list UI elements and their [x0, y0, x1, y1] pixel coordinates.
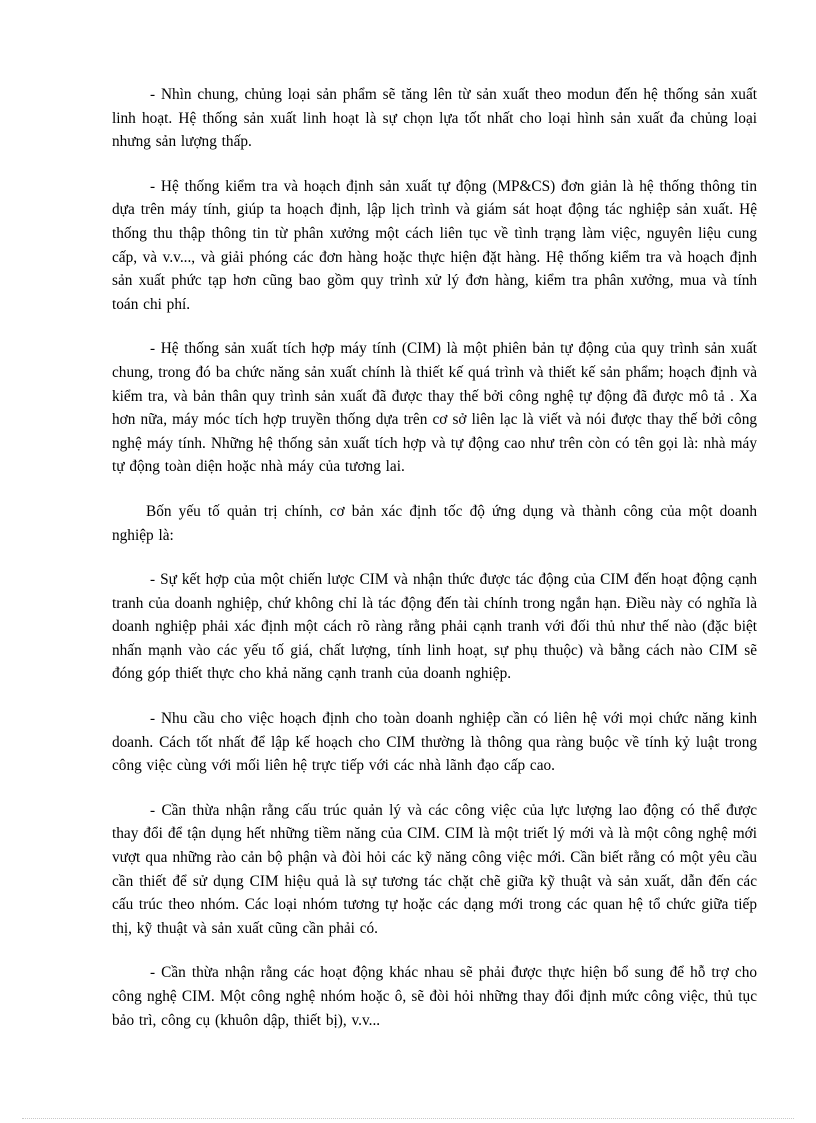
paragraph-management-structure: - Cần thừa nhận rằng cấu trúc quản lý và các công việc của lực lượng lao động có thể được thay đổi để tận dụng hết những tiềm năng của CIM. CIM là một triết lý mới và là một công nghệ mới vượt qua những rào cản bộ phận và đòi hỏi các kỹ năng công việc mới. Cần biết rằng có một yêu cầu cần thiết để sử dụng CIM hiệu quả là sự tương tác chặt chẽ giữa kỹ thuật và sản xuất, dẫn đến các cấu trúc theo nhóm. Các loại nhóm tương tự hoặc các dạng mới trong các quan hệ tổ chức giữa tiếp thị, kỹ thuật và sản xuất cũng cần phải có.: [112, 801, 757, 937]
document-page: [112, 83, 757, 1053]
paragraph-mpcs-system: - Hệ thống kiểm tra và hoạch định sản xuất tự động (MP&CS) đơn giản là hệ thống thông tin dựa trên máy tính, giúp ta hoạch định, lập lịch trình và giám sát hoạt động tác nghiệp sản xuất. Hệ thống thu thập thông tin từ phân xưởng một cách liên tục về tình trạng làm việc, nguyên liệu cung cấp, và v.v..., và giải phóng các đơn hàng hoặc thực hiện đặt hàng. Hệ thống kiểm tra và hoạch định sản xuất phức tạp hơn cũng bao gồm quy trình xử lý đơn hàng, kiểm tra phân xưởng, mua và tính toán chi phí.: [112, 177, 757, 313]
page-bottom-divider: [22, 1118, 794, 1119]
paragraph-four-factors-intro: Bốn yếu tố quản trị chính, cơ bản xác định tốc độ ứng dụng và thành công của một doanh nghiệp là:: [112, 502, 757, 544]
paragraph-supporting-activities: - Cần thừa nhận rằng các hoạt động khác nhau sẽ phải được thực hiện bổ sung để hỗ trợ cho công nghệ CIM. Một công nghệ nhóm hoặc ô, sẽ đòi hỏi những thay đổi định mức công việc, thủ tục bảo trì, công cụ (khuôn dập, thiết bị), v.v...: [112, 964, 757, 1029]
paragraph-enterprise-planning: - Nhu cầu cho việc hoạch định cho toàn doanh nghiệp cần có liên hệ với mọi chức năng kinh doanh. Cách tốt nhất để lập kế hoạch cho CIM thường là thông qua ràng buộc về tính kỷ luật trong công việc cùng với mối liên hệ trực tiếp với các nhà lãnh đạo cấp cao.: [112, 710, 757, 775]
paragraph-cim-strategy: - Sự kết hợp của một chiến lược CIM và nhận thức được tác động của CIM đến hoạt động cạnh tranh của doanh nghiệp, chứ không chỉ là tác động đến tài chính trong ngắn hạn. Điều này có nghĩa là doanh nghiệp phải xác định một cách rõ ràng rằng phải cạnh tranh với đối thủ như thế nào (đặc biệt nhấn mạnh vào các yếu tố giá, chất lượng, tính linh hoạt, sự phụ thuộc) và bằng cách nào CIM sẽ đóng góp thiết thực cho khả năng cạnh tranh của doanh nghiệp.: [112, 571, 757, 683]
paragraph-cim-definition: - Hệ thống sản xuất tích hợp máy tính (CIM) là một phiên bản tự động của quy trình sản xuất chung, trong đó ba chức năng sản xuất chính là thiết kế quá trình và thiết kế sản phẩm; hoạch định và kiểm tra, và bản thân quy trình sản xuất đã được thay thế bởi công nghệ tự động đã được mô tả . Xa hơn nữa, máy móc tích hợp truyền thống dựa trên cơ sở liên lạc là viết và nói được thay thế bởi công nghệ máy tính. Những hệ thống sản xuất tích hợp và tự động cao như trên còn có tên gọi là: nhà máy tự động toàn diện hoặc nhà máy của tương lai.: [112, 340, 757, 476]
paragraph-flexible-manufacturing: - Nhìn chung, chủng loại sản phẩm sẽ tăng lên từ sản xuất theo modun đến hệ thống sản xuất linh hoạt. Hệ thống sản xuất linh hoạt là sự chọn lựa tốt nhất cho loại hình sản xuất đa chủng loại nhưng sản lượng thấp.: [112, 86, 757, 151]
